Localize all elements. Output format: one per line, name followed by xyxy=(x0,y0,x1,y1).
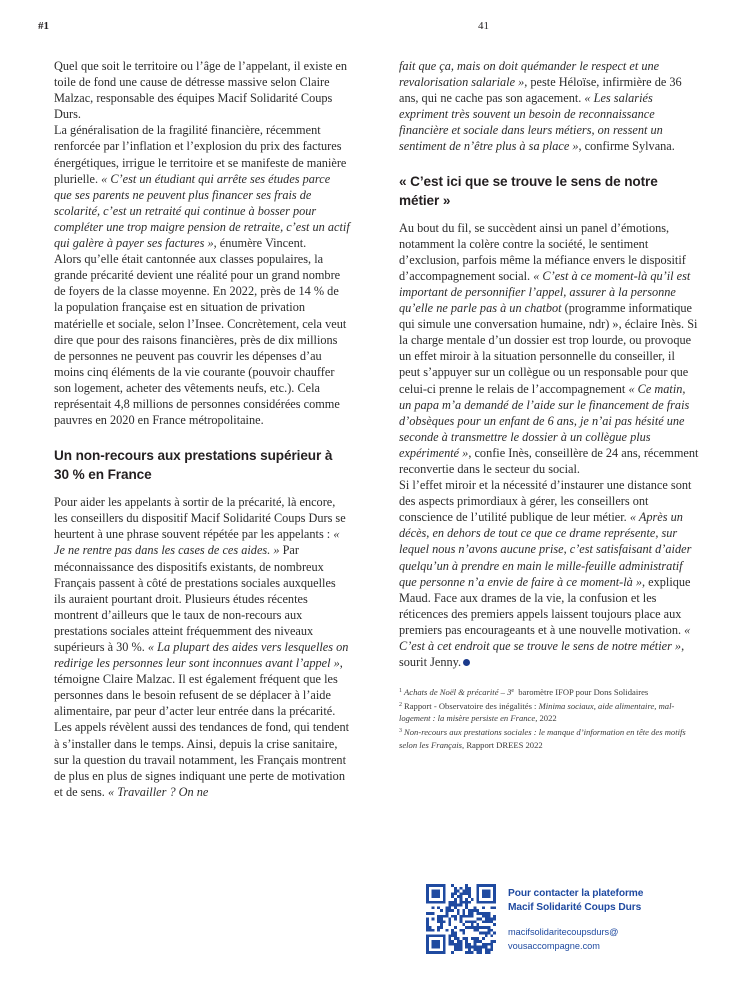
paragraph xyxy=(54,58,350,122)
footnote-title: Minima sociaux, aide alimentaire, mal-logement : la misère persiste en France xyxy=(399,700,675,724)
end-mark-dot-icon xyxy=(463,659,470,666)
contact-title xyxy=(508,887,643,915)
paragraph-text: Si l’effet miroir et la nécessité d’instaurer une distance sont des aspects primordiaux à gérer, les conseillers ont conscience de l’utilité publique de leur métier. xyxy=(399,478,692,525)
right-column xyxy=(399,58,699,751)
paragraph-text: Pour aider les appelants à sortir de la précarité, là encore, les conseillers du dispositif Macif Solidarité Coups Durs se heurtent à une phrase souvent répétée par les appelants : xyxy=(54,495,346,542)
quote: « C’est à ce moment-là qu’il est important de personnifier l’appel, assurer à la personne qu’elle ne parle pas à un chatbot xyxy=(399,268,691,316)
page-number: 41 xyxy=(478,20,489,32)
footnote xyxy=(399,699,699,725)
footnote-text: , 2022 xyxy=(535,713,557,724)
quote: « Je ne rentre pas dans les cases de ces aides. » xyxy=(54,527,340,558)
paragraph-text: Les appels révèlent aussi des tendances de fond, qui tendent à s’installer dans le temps. Ainsi, depuis la crise sanitaire, sur la question du travail notamment, les Français montrent de plus en plus de signes indiquant une perte de motivation et de sens. xyxy=(54,720,350,799)
paragraph xyxy=(54,122,350,251)
email-line[interactable]: vousaccompagne.com xyxy=(508,941,600,951)
paragraph xyxy=(399,220,699,478)
paragraph-text: , témoigne Claire Malzac. Il est également fréquent que les personnes dans le besoin refusent de se déplacer à l’aide alimentaire, par peur d’acter leur entrée dans la précarité. xyxy=(54,656,343,719)
quote: « Ce matin, un papa m’a demandé de l’aide sur le financement de frais d’obsèques pour un enfant de 6 ans, je n’ai pas hésité une seconde à transmettre le dossier à un collègue plus expérimenté » xyxy=(399,381,690,460)
footnote-title: Achats de Noël & précarité – 3 xyxy=(404,687,512,698)
quote: « C’est à cet endroit que se trouve le sens de notre métier » xyxy=(399,622,691,653)
quote: fait que ça, mais on doit quémander le respect et une revalorisation salariale » xyxy=(399,59,660,90)
paragraph-text: , peste Héloïse, infirmière de 36 ans, qui ne cache pas son agacement. xyxy=(399,75,682,106)
paragraph-text: (programme informatique qui simule une conversation humaine, ndr) », éclaire Inès. Si la charge mentale d’un dossier est trop lourde, ou provoque un effet miroir à la situation personnelle du conseiller, il peut s’appuyer sur un collègue ou un responsable pour que celui-ci prenne le relais de l’accompagnement xyxy=(399,301,698,396)
left-column xyxy=(54,58,350,800)
footnote-number: 3 xyxy=(399,727,402,734)
quote: « C’est un étudiant qui arrête ses études parce que ses parents ne peuvent plus financer ses frais de scolarité, c’est un retraité qui continue à bosser pour compléter une trop maigre pension de retraite, c’est un actif qui galère à payer ses factures » xyxy=(54,171,350,251)
paragraph-text: Par méconnaissance des dispositifs existants, de nombreux Français passent à côté de prestations sociales auxquelles ils auraient pourtant droit. Plusieurs études récentes montrent d’ailleurs que le taux de non-recours aux prestations sociales atteint fréquemment des niveaux supérieurs à 30 %. xyxy=(54,543,336,654)
paragraph-text: Alors qu’elle était cantonnée aux classes populaires, la grande précarité devient une réalité pour un grand nombre de foyers de la classe moyenne. En 2022, près de 14 % de la population française est en situation de privation matérielle et sociale, selon l’Insee. Concrètement, cela veut dire que pour des raisons financières, près de dix millions de personnes ne peuvent pas couvrir les dépenses d’au moins cinq éléments de la vie courante (pouvoir chauffer son logement, acheter des vêtements neufs, etc.). Cela représentait 4,8 millions de personnes considérées comme pauvres en 2020 en France métropolitaine. xyxy=(54,252,347,428)
footnote-superscript: e xyxy=(511,688,515,695)
footnote-title: Non-recours aux prestations sociales : le manque d’information en tête des motifs selon les Français xyxy=(399,726,686,750)
paragraph-text: , explique Maud. Face aux drames de la vie, la confusion et les réticences des premiers appels laissent toujours place aux premiers pas encourageants et à une nouvelle motivation. xyxy=(399,574,691,637)
contact-title-line: Macif Solidarité Coups Durs xyxy=(508,902,642,913)
email-line[interactable]: macifsolidaritecoupsdurs@ xyxy=(508,927,619,937)
quote: « Travailler ? On ne xyxy=(107,784,209,799)
footnote-text: baromètre IFOP pour Dons Solidaires xyxy=(516,687,649,698)
footnotes xyxy=(399,685,699,751)
paragraph-text: , sourit Jenny. xyxy=(399,639,685,670)
paragraph-text: , confie Inès, conseillère de 24 ans, récemment reconvertie dans le secteur du social. xyxy=(399,445,699,476)
contact-title-line: Pour contacter la plateforme xyxy=(508,888,644,899)
footnote-number: 1 xyxy=(399,688,402,695)
paragraph xyxy=(54,494,350,719)
footnote xyxy=(399,725,699,751)
quote: « Les salariés expriment très souvent un besoin de reconnaissance financière et sociale dans leurs métiers, on ressent un sentiment de n’être plus à sa place » xyxy=(399,91,663,154)
section-heading: Un non-recours aux prestations supérieur à 30 % en France xyxy=(54,448,333,483)
contact-email-link[interactable] xyxy=(508,925,618,953)
section-label: #1 xyxy=(38,20,49,32)
paragraph xyxy=(54,719,350,799)
contact-box xyxy=(426,884,716,956)
paragraph-text: Quel que soit le territoire ou l’âge de l’appelant, il existe en toile de fond une cause de détresse massive selon Claire Malzac, responsable des équipes Macif Solidarité Coups Durs. xyxy=(54,59,347,122)
qr-code-icon[interactable] xyxy=(426,884,496,954)
paragraph-text: , confirme Sylvana. xyxy=(578,139,675,154)
footnote xyxy=(399,685,699,699)
footnote-text: , Rapport DREES 2022 xyxy=(462,739,543,750)
paragraph xyxy=(399,58,699,155)
paragraph-text: Au bout du fil, se succèdent ainsi un panel d’émotions, notamment la colère contre la société, le sentiment d’exclusion, parfois même la méfiance envers le dispositif d’accompagnement social. xyxy=(399,220,686,283)
section-heading: « C’est ici que se trouve le sens de notre métier » xyxy=(399,173,658,208)
footnote-text: Rapport - Observatoire des inégalités : xyxy=(404,700,539,711)
footnote-number: 2 xyxy=(399,701,402,708)
paragraph xyxy=(399,477,699,670)
paragraph-text: La généralisation de la fragilité financière, récemment renforcée par l’inflation et l’explosion du prix des factures énergétiques, irrigue le territoire et se manifeste de manière plurielle. xyxy=(54,123,347,186)
quote: « La plupart des aides vers lesquelles on redirige les personnes leur sont inconnues avant l’appel » xyxy=(54,640,349,671)
paragraph-text: , énumère Vincent. xyxy=(213,236,307,251)
paragraph xyxy=(54,251,350,428)
quote: « Après un décès, en dehors de tout ce que ce drame représente, sur lequel nous n’avons aucune prise, c’est satisfaisant d’aider quelqu’un à prendre en main le mille-feuille administratif que personne n’a envie de faire à ce moment-là » xyxy=(399,510,692,589)
